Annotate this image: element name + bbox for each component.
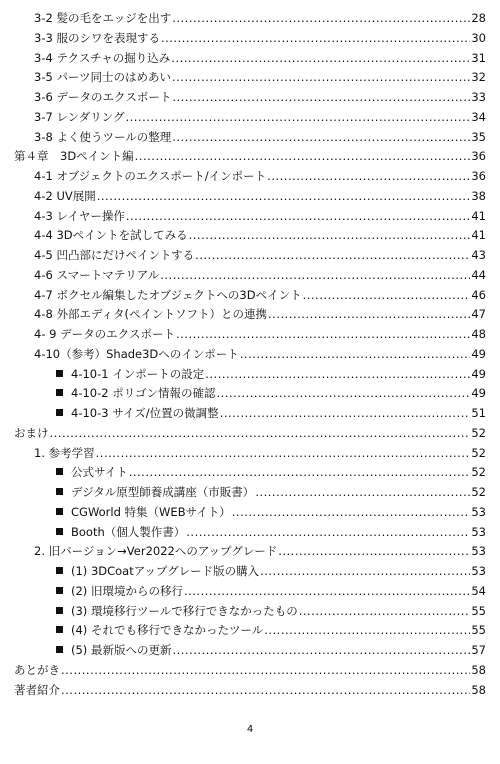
toc-entry-title: 4-6 スマートマテリアル — [34, 267, 160, 282]
toc-entry-title: 4-4 3Dペイントを試してみる — [34, 228, 188, 243]
toc-entry-page: 33 — [471, 90, 486, 104]
toc-entry-page: 55 — [471, 623, 486, 638]
toc-entry[interactable] — [14, 88, 486, 108]
toc-entry[interactable] — [14, 147, 486, 167]
dot-leader — [255, 483, 470, 503]
dot-leader — [172, 88, 470, 108]
toc-entry[interactable] — [14, 128, 486, 148]
toc-entry-page: 31 — [471, 50, 486, 65]
square-bullet-icon — [56, 626, 63, 633]
toc-entry-page: 30 — [471, 30, 486, 45]
toc-entry-title: 3-8 よく使うツールの整理 — [34, 129, 172, 144]
dot-leader — [264, 621, 470, 641]
toc-entry[interactable] — [14, 345, 486, 365]
square-bullet-icon — [56, 646, 63, 653]
dot-leader — [172, 68, 470, 88]
toc-entry-title: 2. 旧バージョン→Ver2022へのアップグレード — [34, 544, 278, 559]
toc-entry[interactable] — [14, 523, 486, 543]
toc-entry-page: 46 — [471, 287, 486, 302]
toc-entry-title: 3-3 服のシワを表現する — [34, 30, 160, 45]
toc-entry[interactable] — [14, 681, 486, 701]
dot-leader — [161, 29, 470, 49]
dot-leader — [160, 266, 470, 286]
toc-entry-page: 52 — [471, 445, 486, 460]
toc-entry-page: 49 — [471, 346, 486, 361]
toc-entry-page: 53 — [471, 564, 486, 578]
toc-entry[interactable] — [14, 167, 486, 187]
toc-entry-page: 53 — [471, 544, 486, 559]
toc-entry[interactable] — [14, 483, 486, 503]
toc-entry-page: 36 — [471, 149, 486, 164]
dot-leader — [126, 207, 470, 227]
table-of-contents — [14, 9, 486, 700]
toc-entry-title: あとがき — [14, 662, 60, 677]
toc-entry-title: 3-7 レンダリング — [34, 109, 125, 124]
toc-entry-page: 36 — [471, 169, 486, 183]
dot-leader — [186, 523, 470, 543]
dot-leader — [50, 424, 471, 444]
dot-leader — [96, 444, 471, 464]
toc-entry[interactable] — [14, 246, 486, 266]
toc-entry-page: 34 — [471, 109, 486, 124]
toc-entry-title: 4-1 オブジェクトのエクスポート/インポート — [34, 169, 267, 183]
dot-leader — [217, 384, 471, 404]
dot-leader — [260, 562, 470, 582]
toc-entry-title: 4-5 凹凸部にだけペイントする — [34, 248, 195, 262]
toc-entry[interactable] — [14, 404, 486, 424]
toc-entry-page: 48 — [471, 327, 486, 341]
toc-entry-title: (5) 最新版への更新 — [71, 643, 172, 657]
toc-entry-title: 4- 9 データのエクスポート — [34, 327, 175, 341]
toc-entry[interactable] — [14, 542, 486, 562]
toc-entry[interactable] — [14, 9, 486, 29]
dot-leader — [184, 582, 470, 602]
toc-entry-page: 52 — [471, 485, 486, 499]
toc-entry-page: 58 — [471, 682, 486, 697]
toc-entry[interactable] — [14, 641, 486, 661]
dot-leader — [267, 167, 470, 187]
square-bullet-icon — [56, 567, 63, 574]
toc-entry-title: 4-2 UV展開 — [34, 188, 96, 203]
toc-entry-page: 51 — [471, 406, 486, 420]
toc-entry-page: 49 — [471, 386, 486, 401]
toc-entry-page: 38 — [471, 188, 486, 203]
dot-leader — [220, 404, 471, 424]
toc-entry-title: 著者紹介 — [14, 682, 60, 697]
toc-entry[interactable] — [14, 108, 486, 128]
toc-entry-title: (1) 3DCoatアップグレード版の購入 — [71, 564, 260, 578]
toc-entry-page: 54 — [471, 583, 486, 598]
toc-entry-page: 53 — [471, 524, 486, 539]
dot-leader — [299, 602, 471, 622]
toc-entry[interactable] — [14, 29, 486, 49]
square-bullet-icon — [56, 528, 63, 535]
toc-entry-page: 32 — [471, 70, 486, 85]
square-bullet-icon — [56, 468, 63, 475]
dot-leader — [278, 542, 470, 562]
toc-entry-title: デジタル原型師養成講座（市販書） — [71, 485, 255, 499]
toc-entry-title: 3-2 髪の毛をエッジを出す — [34, 11, 172, 25]
toc-entry-page: 43 — [471, 248, 486, 262]
toc-entry-page: 44 — [471, 267, 486, 282]
toc-entry-page: 55 — [471, 603, 486, 618]
dot-leader — [125, 108, 470, 128]
dot-leader — [171, 49, 470, 69]
toc-entry[interactable] — [14, 68, 486, 88]
toc-entry-title: 4-8 外部エディタ(ペイントソフト）との連携 — [34, 307, 268, 322]
toc-entry[interactable] — [14, 602, 486, 622]
toc-entry-title: 4-7 ボクセル編集したオブジェクトへの3Dペイント — [34, 287, 302, 302]
dot-leader — [189, 226, 471, 246]
toc-entry[interactable] — [14, 305, 486, 325]
toc-entry-title: 公式サイト — [71, 465, 128, 480]
toc-entry-title: 4-10-2 ポリゴン情報の確認 — [71, 386, 216, 401]
toc-entry-page: 57 — [471, 643, 486, 657]
toc-entry[interactable] — [14, 463, 486, 483]
toc-entry-title: 4-10（参考）Shade3Dへのインポート — [34, 346, 239, 361]
toc-entry-title: 3-5 パーツ同士のはめあい — [34, 70, 171, 85]
toc-entry-page: 41 — [471, 208, 486, 223]
square-bullet-icon — [56, 488, 63, 495]
toc-entry-page: 41 — [471, 228, 486, 243]
toc-entry-page: 58 — [471, 662, 486, 677]
toc-entry-page: 52 — [471, 465, 486, 480]
toc-entry-page: 28 — [471, 11, 486, 25]
toc-entry[interactable] — [14, 49, 486, 69]
square-bullet-icon — [56, 389, 63, 396]
toc-entry-page: 52 — [471, 425, 486, 440]
toc-entry-title: 3-4 テクスチャの掘り込み — [34, 50, 171, 65]
toc-entry[interactable] — [14, 207, 486, 227]
toc-entry[interactable] — [14, 444, 486, 464]
dot-leader — [172, 9, 470, 29]
toc-entry-title: Booth（個人製作書） — [71, 524, 186, 539]
toc-entry-title: 3-6 データのエクスポート — [34, 90, 172, 104]
toc-entry[interactable] — [14, 582, 486, 602]
dot-leader — [205, 365, 470, 385]
dot-leader — [129, 463, 471, 483]
toc-entry-title: (4) それでも移行できなかったツール — [71, 623, 264, 638]
toc-entry[interactable] — [14, 226, 486, 246]
toc-entry[interactable] — [14, 266, 486, 286]
toc-entry[interactable] — [14, 286, 486, 306]
toc-entry-title: CGWorld 特集（WEBサイト） — [71, 504, 231, 519]
dot-leader — [303, 286, 471, 306]
toc-entry-title: 第４章 3Dペイント編 — [14, 149, 134, 164]
toc-entry[interactable] — [14, 325, 486, 345]
toc-entry[interactable] — [14, 621, 486, 641]
toc-entry[interactable] — [14, 503, 486, 523]
dot-leader — [61, 681, 470, 701]
toc-entry[interactable] — [14, 424, 486, 444]
dot-leader — [97, 187, 471, 207]
toc-entry[interactable] — [14, 384, 486, 404]
toc-entry-title: おまけ — [14, 425, 49, 440]
toc-entry-page: 49 — [471, 366, 486, 381]
toc-entry-title: (3) 環境移行ツールで移行できなかったもの — [71, 603, 298, 618]
dot-leader — [268, 305, 470, 325]
page-number: 4 — [246, 724, 254, 735]
square-bullet-icon — [56, 607, 63, 614]
dot-leader — [172, 641, 470, 661]
dot-leader — [61, 661, 470, 681]
dot-leader — [240, 345, 471, 365]
dot-leader — [172, 128, 470, 148]
dot-leader — [176, 325, 470, 345]
toc-entry-page: 53 — [471, 504, 486, 519]
square-bullet-icon — [56, 409, 63, 416]
toc-entry-title: (2) 旧環境からの移行 — [71, 583, 183, 598]
toc-entry-title: 4-10-3 サイズ/位置の微調整 — [71, 406, 219, 420]
square-bullet-icon — [56, 587, 63, 594]
dot-leader — [195, 246, 470, 266]
toc-entry-page: 47 — [471, 307, 486, 322]
square-bullet-icon — [56, 370, 63, 377]
toc-entry-page: 35 — [471, 129, 486, 144]
square-bullet-icon — [56, 508, 63, 515]
toc-entry[interactable] — [14, 365, 486, 385]
toc-entry[interactable] — [14, 661, 486, 681]
toc-entry[interactable] — [14, 187, 486, 207]
dot-leader — [135, 147, 471, 167]
dot-leader — [232, 503, 471, 523]
toc-entry-title: 1. 参考学習 — [34, 445, 95, 460]
toc-entry-title: 4-10-1 インポートの設定 — [71, 366, 205, 381]
toc-entry[interactable] — [14, 562, 486, 582]
toc-entry-title: 4-3 レイヤー操作 — [34, 208, 125, 223]
